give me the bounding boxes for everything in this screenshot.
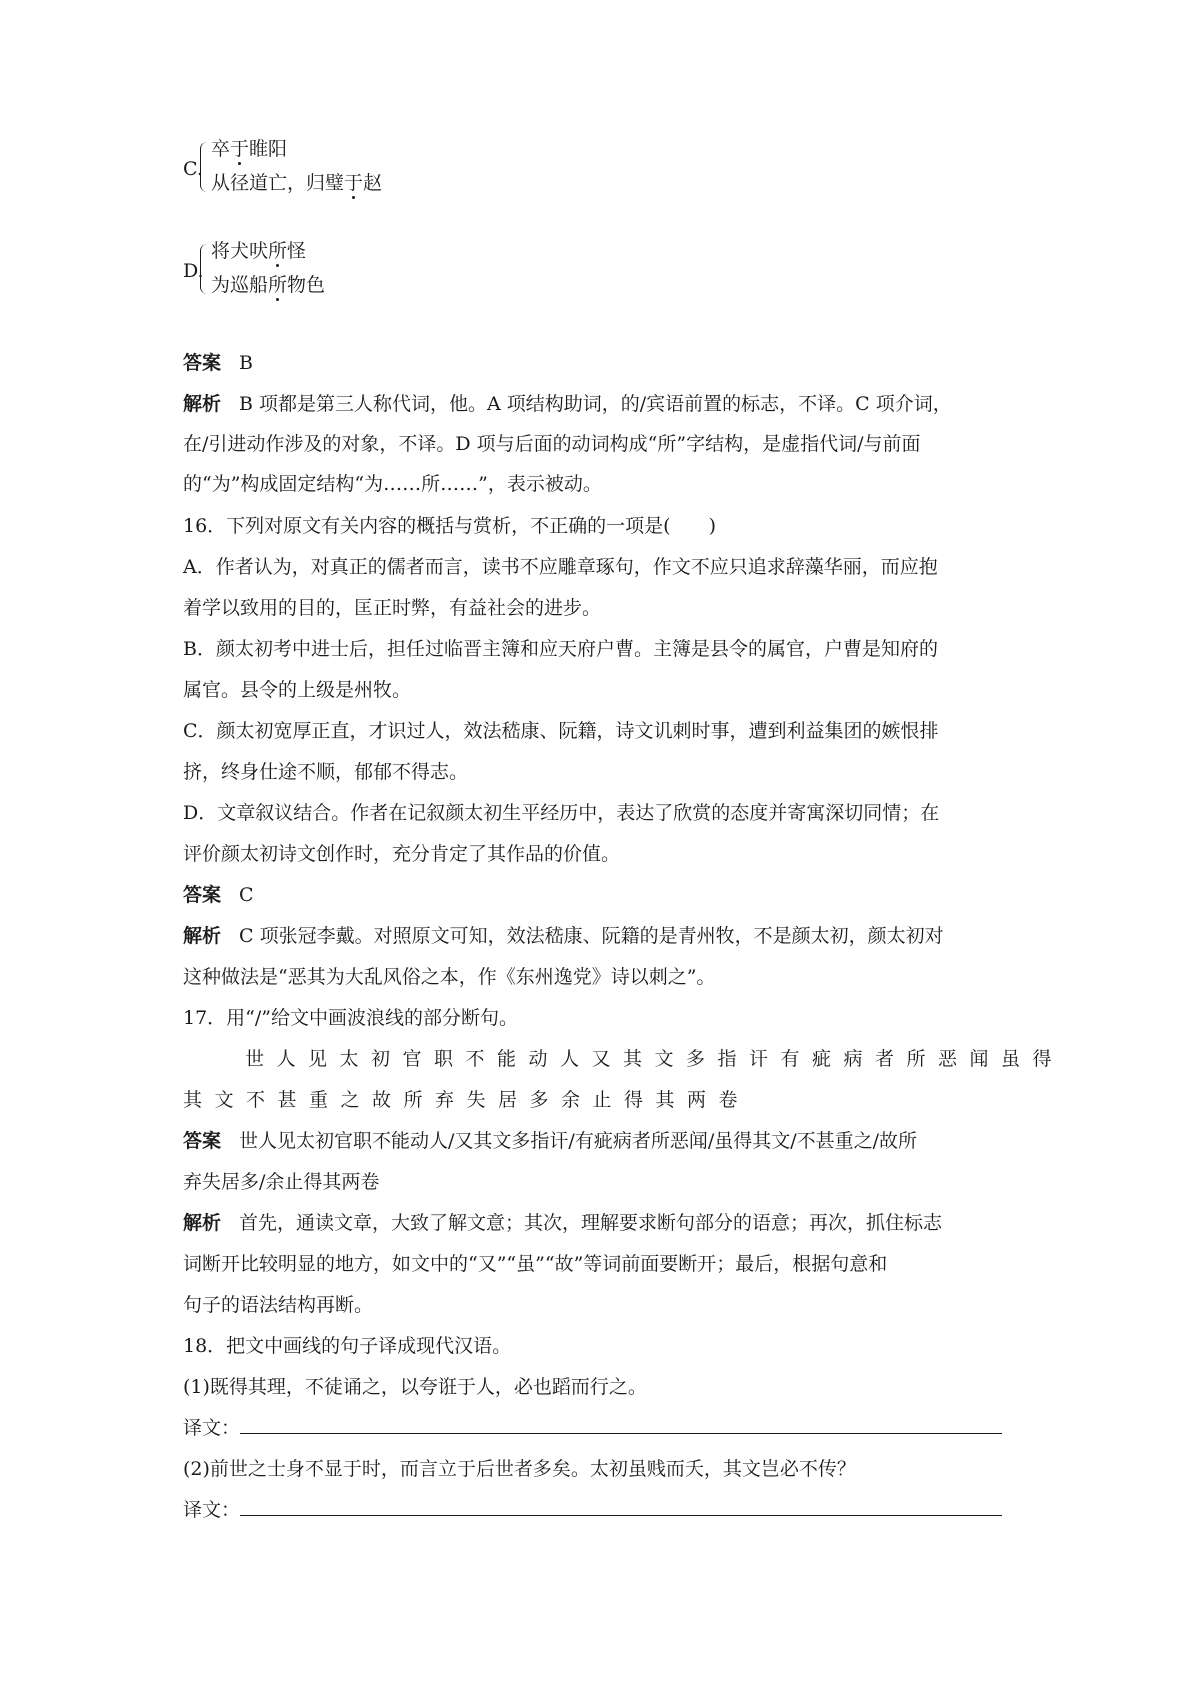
choice-b: 属官。县令的上级是州牧。 bbox=[183, 679, 412, 701]
analysis-line: 在/引进动作涉及的对象，不译。D 项与后面的动词构成“所”字结构，是虚指代词/与前面 bbox=[183, 433, 921, 455]
question-stem: 16．下列对原文有关内容的概括与赏析，不正确的一项是( ) bbox=[183, 515, 717, 537]
answer-blank-line[interactable] bbox=[240, 1497, 1002, 1516]
choice-d: D．文章叙议结合。作者在记叙颜太初生平经历中，表达了欣赏的态度并寄寓深切同情；在 bbox=[183, 802, 940, 824]
answer-label: 答案 bbox=[183, 352, 222, 374]
answer-line: 答案 世人见太初官职不能动人/又其文多指讦/有疵病者所恶闻/虽得其文/不甚重之/故所 bbox=[183, 1130, 918, 1152]
choice-c: 挤，终身仕途不顺，郁郁不得志。 bbox=[183, 761, 469, 783]
option-line: 为巡船所物色 bbox=[211, 274, 326, 296]
answer-label: 答案 bbox=[183, 884, 222, 906]
analysis-label: 解析 bbox=[183, 393, 222, 415]
translation-row-1 bbox=[183, 1415, 1002, 1441]
passage-line: 世人见太初官职不能动人又其文多指讦有疵病者所恶闻虽得 bbox=[245, 1048, 1065, 1070]
option-line: 卒于睢阳 bbox=[211, 138, 288, 160]
analysis-line: 解析 C 项张冠李戴。对照原文可知，效法嵇康、阮籍的是青州牧，不是颜太初，颜太初对 bbox=[183, 925, 944, 947]
dotted-char: 于 bbox=[230, 138, 250, 160]
answer-value: B bbox=[239, 352, 253, 374]
analysis-line: 解析 首先，通读文章，大致了解文意；其次，理解要求断句部分的语意；再次，抓住标志 bbox=[183, 1212, 943, 1234]
analysis-label: 解析 bbox=[183, 1212, 222, 1234]
option-line: 将犬吠所怪 bbox=[211, 240, 307, 262]
sentence-2: (2)前世之士身不显于时，而言立于后世者多矣。太初虽贱而夭，其文岂必不传？ bbox=[183, 1458, 856, 1480]
dotted-char: 所 bbox=[268, 274, 288, 296]
choice-a: A．作者认为，对真正的儒者而言，读书不应雕章琢句，作文不应只追求辞藻华丽，而应抱 bbox=[183, 556, 938, 578]
translation-row-2 bbox=[183, 1497, 1002, 1523]
dotted-char: 所 bbox=[268, 240, 288, 262]
question-stem: 17．用“/”给文中画波浪线的部分断句。 bbox=[183, 1007, 519, 1029]
choice-d: 评价颜太初诗文创作时，充分肯定了其作品的价值。 bbox=[183, 843, 621, 865]
passage-line: 其文不甚重之故所弃失居多余止得其两卷 bbox=[183, 1089, 751, 1111]
option-brace bbox=[200, 142, 208, 192]
answer-value: C bbox=[239, 884, 254, 906]
answer-blank-line[interactable] bbox=[240, 1415, 1002, 1434]
analysis-line: 这种做法是“恶其为大乱风俗之本，作《东州逸党》诗以刺之”。 bbox=[183, 966, 716, 988]
option-brace bbox=[200, 244, 208, 294]
analysis-label: 解析 bbox=[183, 925, 222, 947]
answer-line bbox=[183, 882, 254, 908]
analysis-line: 句子的语法结构再断。 bbox=[183, 1294, 374, 1316]
translate-label: 译文： bbox=[183, 1499, 241, 1521]
answer-line: 弃失居多/余止得其两卷 bbox=[183, 1171, 380, 1193]
option-letter: C. bbox=[183, 158, 203, 180]
analysis-line: 解析 B 项都是第三人称代词，他。A 项结构助词，的/宾语前置的标志，不译。C 项介词， bbox=[183, 393, 952, 415]
analysis-line: 的“为”构成固定结构“为……所……”，表示被动。 bbox=[183, 473, 602, 495]
sentence-1: (1)既得其理，不徒诵之，以夸诳于人，必也蹈而行之。 bbox=[183, 1376, 647, 1398]
question-stem: 18．把文中画线的句子译成现代汉语。 bbox=[183, 1335, 512, 1357]
translate-label: 译文： bbox=[183, 1417, 241, 1439]
option-line: 从径道亡，归璧于赵 bbox=[211, 172, 383, 194]
choice-c: C．颜太初宽厚正直，才识过人，效法嵇康、阮籍，诗文讥刺时事，遭到利益集团的嫉恨排 bbox=[183, 720, 939, 742]
option-letter: D. bbox=[183, 260, 204, 282]
dotted-char: 于 bbox=[344, 172, 364, 194]
answer-label: 答案 bbox=[183, 1130, 222, 1152]
answer-line bbox=[183, 350, 253, 376]
choice-b: B．颜太初考中进士后，担任过临晋主簿和应天府户曹。主簿是县令的属官，户曹是知府的 bbox=[183, 638, 938, 660]
analysis-line: 词断开比较明显的地方，如文中的“又”“虽”“故”等词前面要断开；最后，根据句意和 bbox=[183, 1253, 888, 1275]
choice-a: 着学以致用的目的，匡正时弊，有益社会的进步。 bbox=[183, 597, 602, 619]
